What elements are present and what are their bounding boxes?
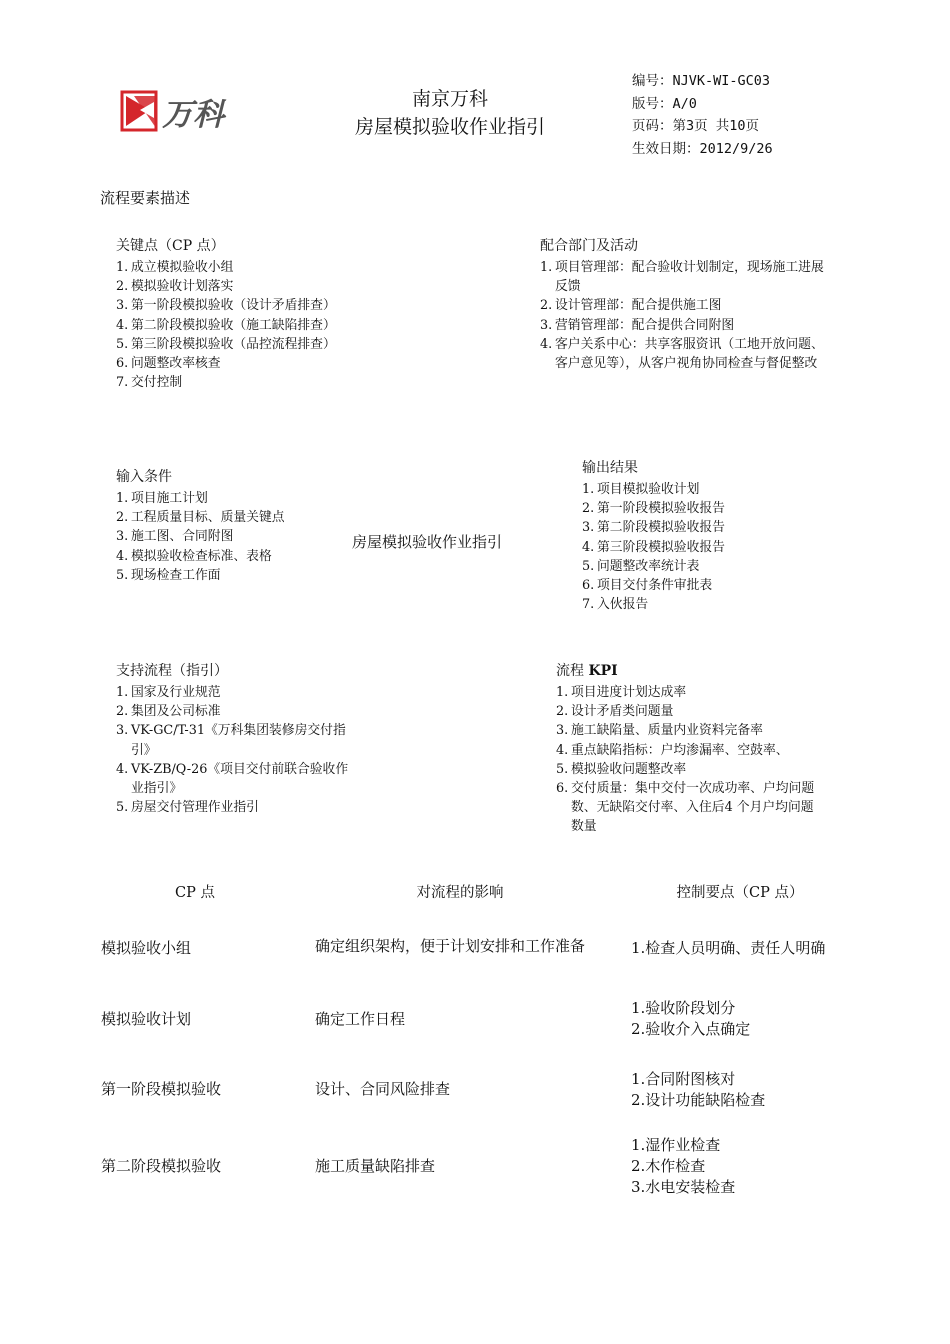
list-item: 6. 问题整改率核查 bbox=[116, 356, 221, 372]
table-cell-cp: 第二阶段模拟验收 bbox=[101, 1157, 222, 1175]
table-cell-controls: 1.验收阶段划分 2.验收介入点确定 bbox=[631, 999, 751, 1038]
list-item: 4. 模拟验收检查标准、表格 bbox=[116, 548, 272, 564]
list-item: 3. 第一阶段模拟验收（设计矛盾排查） bbox=[116, 298, 336, 314]
list-item: 1. 国家及行业规范 bbox=[116, 685, 221, 700]
list-item: 3. VK-GC/T-31《万科集团装修房交付指引》 bbox=[116, 723, 346, 758]
table-cell-impact: 施工质量缺陷排查 bbox=[315, 1157, 436, 1175]
list-item: 2. 工程质量目标、质量关键点 bbox=[116, 510, 285, 526]
list-item: 5. 模拟验收问题整改率 bbox=[556, 761, 687, 777]
table-cell-cp: 模拟验收小组 bbox=[101, 939, 192, 957]
list-item: 5. 房屋交付管理作业指引 bbox=[116, 800, 259, 816]
inputs-list bbox=[116, 489, 356, 585]
list-item: 2. 第一阶段模拟验收报告 bbox=[582, 501, 725, 517]
list-item: 4. 第二阶段模拟验收（施工缺陷排查） bbox=[116, 317, 336, 333]
list-item: 1. 成立模拟验收小组 bbox=[116, 260, 234, 275]
list-item: 3. 营销管理部：配合提供合同附图 bbox=[540, 317, 735, 333]
doc-effective-date: 生效日期：2012/9/26 bbox=[632, 140, 773, 157]
doc-version: 版号：A/0 bbox=[632, 95, 697, 112]
list-item: 3. 第二阶段模拟验收报告 bbox=[582, 520, 725, 536]
support-list bbox=[116, 683, 352, 817]
document-meta bbox=[632, 70, 773, 160]
table-cell-controls: 1.检查人员明确、责任人明确 bbox=[631, 939, 826, 957]
list-item: 1. 项目模拟验收计划 bbox=[582, 482, 700, 497]
list-item: 4. 客户关系中心：共享客服资讯（工地开放问题、客户意见等），从客户视角协同检查与督促整改 bbox=[540, 336, 824, 372]
section-title: 流程要素描述 bbox=[100, 189, 191, 207]
process-center-label: 房屋模拟验收作业指引 bbox=[352, 533, 503, 551]
list-item: 1. 项目施工计划 bbox=[116, 491, 208, 506]
kpi-list bbox=[556, 683, 826, 837]
inputs-title: 输入条件 bbox=[116, 469, 172, 485]
list-item: 4. 重点缺陷指标：户均渗漏率、空鼓率、 bbox=[556, 742, 789, 758]
list-item: 4. VK-ZB/Q-26《项目交付前联合验收作业指引》 bbox=[116, 761, 349, 797]
departments-title: 配合部门及活动 bbox=[540, 238, 638, 254]
outputs-title: 输出结果 bbox=[582, 460, 638, 476]
svg-text:万科: 万科 bbox=[162, 97, 224, 133]
list-item: 7. 交付控制 bbox=[116, 375, 183, 391]
outputs-block bbox=[582, 458, 822, 614]
departments-block bbox=[540, 236, 830, 373]
outputs-list bbox=[582, 480, 822, 614]
list-item: 3. 施工缺陷量、质量内业资料完备率 bbox=[556, 723, 763, 739]
list-item: 3. 施工图、合同附图 bbox=[116, 529, 234, 545]
list-item: 2. 设计管理部：配合提供施工图 bbox=[540, 298, 722, 314]
list-item: 5. 第三阶段模拟验收（品控流程排查） bbox=[116, 336, 336, 352]
list-item: 5. 问题整改率统计表 bbox=[582, 558, 700, 574]
list-item: 2. 集团及公司标准 bbox=[116, 704, 221, 720]
vanke-logo bbox=[120, 88, 256, 134]
company-name: 南京万科 bbox=[411, 88, 488, 110]
departments-list bbox=[540, 258, 830, 373]
support-title: 支持流程（指引） bbox=[116, 663, 228, 679]
key-points-list bbox=[116, 258, 376, 392]
kpi-title: 流程 KPI bbox=[556, 663, 618, 679]
table-cell-cp: 模拟验收计划 bbox=[101, 1010, 192, 1028]
vanke-logo-icon bbox=[120, 88, 256, 134]
table-cell-controls: 1.湿作业检查 2.木作检查 3.水电安装检查 bbox=[631, 1136, 736, 1196]
key-points-block bbox=[116, 236, 376, 392]
table-header-controls: 控制要点（CP 点） bbox=[676, 885, 804, 901]
list-item: 1. 项目进度计划达成率 bbox=[556, 685, 687, 700]
support-block bbox=[116, 661, 352, 817]
list-item: 6. 交付质量：集中交付一次成功率、户均问题数、无缺陷交付率、入住后4 个月户均问题数量 bbox=[556, 781, 815, 835]
document-title: 房屋模拟验收作业指引 bbox=[354, 116, 545, 138]
table-cell-cp: 第一阶段模拟验收 bbox=[101, 1080, 222, 1098]
table-cell-controls: 1.合同附图核对 2.设计功能缺陷检查 bbox=[631, 1070, 766, 1109]
table-cell-impact: 确定工作日程 bbox=[315, 1010, 406, 1028]
table-cell-impact: 设计、合同风险排查 bbox=[315, 1080, 451, 1098]
table-header-cp: CP 点 bbox=[175, 885, 215, 901]
list-item: 4. 第三阶段模拟验收报告 bbox=[582, 539, 725, 555]
table-header-impact: 对流程的影响 bbox=[416, 885, 504, 901]
list-item: 2. 设计矛盾类问题量 bbox=[556, 704, 674, 720]
kpi-block bbox=[556, 661, 826, 837]
doc-page: 页码：第3页 共10页 bbox=[632, 118, 760, 134]
doc-number: 编号：NJVK-WI-GC03 bbox=[632, 73, 771, 89]
list-item: 5. 现场检查工作面 bbox=[116, 567, 221, 583]
list-item: 1. 项目管理部：配合验收计划制定，现场施工进展反馈 bbox=[540, 260, 824, 295]
list-item: 6. 项目交付条件审批表 bbox=[582, 578, 713, 594]
list-item: 2. 模拟验收计划落实 bbox=[116, 279, 234, 295]
list-item: 7. 入伙报告 bbox=[582, 597, 649, 613]
key-points-title: 关键点（CP 点） bbox=[116, 238, 225, 254]
inputs-block bbox=[116, 467, 356, 585]
table-cell-impact: 确定组织架构，便于计划安排和工作准备 bbox=[315, 937, 586, 955]
